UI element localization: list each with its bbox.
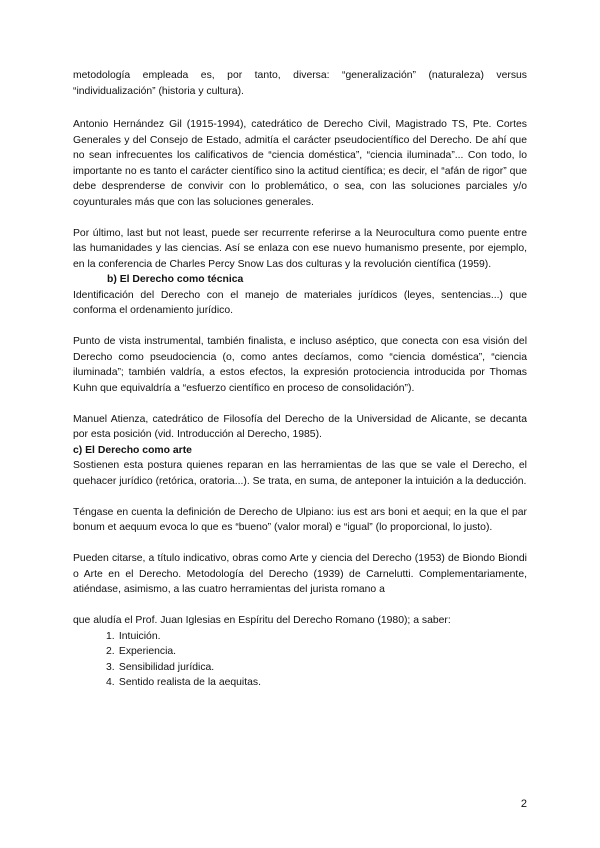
- list-item-number: 4.: [106, 677, 115, 688]
- section-heading-arte: c) El Derecho como arte: [73, 444, 192, 456]
- list-item: [106, 629, 527, 645]
- paragraph-atienza: Manuel Atienza, catedrático de Filosofía del Derecho de la Universidad de Alicante, se decanta por esta posición (vid. Introducción al Derecho, 1985).: [73, 413, 527, 440]
- paragraph-obras: Pueden citarse, a título indicativo, obras como Arte y ciencia del Derecho (1953) de Biondo Biondi o Arte en el Derecho. Metodología del Derecho (1939) de Carnelutti. Complementariamente, atiéndase, asimismo, a las cuatro herramientas del jurista romano a: [73, 553, 527, 595]
- list-item: [106, 675, 527, 691]
- list-item-text: Intuición.: [118, 630, 161, 642]
- paragraph-iglesias: que aludía el Prof. Juan Iglesias en Espíritu del Derecho Romano (1980); a saber:: [73, 615, 451, 626]
- paragraph-metodologia: metodología empleada es, por tanto, diversa: “generalización” (naturaleza) versus “individualización” (historia y cultura).: [73, 70, 527, 97]
- paragraph-identificacion: Identificación del Derecho con el manejo de materiales jurídicos (leyes, sentencias...) que conforma el ordenamiento jurídico.: [73, 289, 527, 316]
- list-item: [106, 660, 527, 676]
- page-number: 2: [520, 798, 527, 810]
- list-item-text: Sensibilidad jurídica.: [118, 661, 215, 673]
- paragraph-punto-de-vista: Punto de vista instrumental, también finalista, e incluso aséptico, que conecta con esa visión del Derecho como pseudociencia (o, como antes decíamos, como “ciencia doméstica”, “ciencia iluminada”; también valdría, a estos efectos, la expresión protociencia introducida por Thomas Kuhn que equivaldría a “esfuerzo científico en proceso de consolidación”).: [73, 336, 527, 394]
- paragraph-sostienen: Sostienen esta postura quienes reparan en las herramientas de las que se vale el Derecho, el quehacer jurídico (retórica, oratoria...). Se trata, en suma, de anteponer la intuición a la deducción.: [73, 460, 527, 487]
- list-item-text: Sentido realista de la aequitas.: [118, 677, 261, 688]
- list-item-number: 2.: [106, 646, 115, 657]
- list-item-number: 3.: [106, 661, 115, 673]
- list-item: [106, 644, 527, 660]
- section-heading-tecnica: b) El Derecho como técnica: [107, 274, 244, 285]
- list-item-text: Experiencia.: [118, 646, 177, 657]
- paragraph-ulpiano: Téngase en cuenta la definición de Derecho de Ulpiano: ius est ars boni et aequi; en la que el par bonum et aequum evoca lo que es “bueno” (valor moral) e “igual” (lo proporcional, lo justo).: [73, 506, 527, 533]
- paragraph-neurocultura: Por último, last but not least, puede ser recurrente referirse a la Neurocultura como puente entre las humanidades y las ciencias. Así se enlaza con ese nuevo humanismo presente, por ejemplo, en la conferencia de Charles Percy Snow Las dos culturas y la revolución científica (1959).: [73, 227, 527, 270]
- tools-list: [73, 629, 527, 691]
- paragraph-hernandez-gil: Antonio Hernández Gil (1915-1994), catedrático de Derecho Civil, Magistrado TS, Pte. Cortes Generales y del Consejo de Estado, admitía el carácter pseudocientífico del Derecho. De ahí que no sean infrecuentes los calificativos de “ciencia doméstica”, “ciencia iluminada”... Con todo, lo importante no es tanto el carácter científico sino la actitud científica; es decir, el “afán de rigor” que debe desprenderse de convivir con lo problemático, o sea, con las soluciones parciales y/o coyunturales más que con las soluciones generales.: [73, 119, 527, 208]
- list-item-number: 1.: [106, 630, 115, 642]
